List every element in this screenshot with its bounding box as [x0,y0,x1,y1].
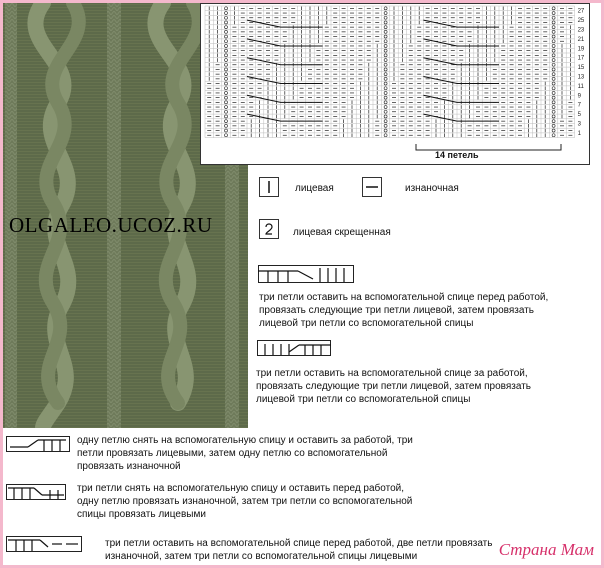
row-number: 5 [577,112,581,119]
watermark: OLGALEO.UCOZ.RU [9,213,213,237]
cable-back-3x3-icon [257,340,331,356]
cable1-description: три петли оставить на вспомогательной спице перед работой, провязать следующие три петли лицевой, затем провязать лицевой три петли со вспомогательной спицы [259,292,549,329]
knit-symbol-icon [259,177,279,197]
cable3-description: одну петлю снять на вспомогательную спицу и оставить за работой, три петли провязать лицевыми, затем одну петлю со вспомогательной провязать изнаночной [77,435,413,472]
knit-label: лицевая [295,183,334,194]
cable-front-3x3-icon [258,265,354,283]
purl-label: изнаночная [405,183,459,194]
chart-caption: 14 петель [435,150,479,160]
twisted-knit-symbol-icon [259,219,279,239]
row-number: 9 [577,93,581,100]
cable-front-3x1-icon [6,484,66,500]
row-number: 19 [577,46,585,53]
row-number: 7 [577,102,581,109]
row-number: 11 [577,83,584,90]
cable2-description: три петли оставить на вспомогательной спице за работой, провязать следующие три петли лицевой, затем провязать лицевой три петли со вспомогательной спицы [256,368,532,405]
brand-logo: Страна Мам [498,540,594,559]
row-number: 27 [577,8,585,15]
row-number: 1 [577,130,581,137]
row-number: 25 [577,18,585,25]
row-number: 23 [577,27,585,34]
row-number: 3 [577,121,581,128]
knitting-chart [200,3,590,165]
row-number: 15 [577,65,585,72]
cable-front-3x2-icon [6,536,82,552]
cable5-description: три петли оставить на вспомогательной спице перед работой, две петли провязать изнаночной, затем три петли со вспомогательной спицы лицевыми [105,538,493,562]
row-number: 21 [577,36,585,43]
cable-back-3x1-icon [6,436,70,452]
twisted-knit-label: лицевая скрещенная [293,227,391,238]
row-number: 17 [577,55,585,62]
row-number: 13 [577,74,585,81]
purl-symbol-icon [362,177,382,197]
cable4-description: три петли снять на вспомогательную спицу и оставить перед работой, одну петлю провязать изнаночной, затем три петли со вспомогательной спицы провязать лицевыми [77,483,413,520]
